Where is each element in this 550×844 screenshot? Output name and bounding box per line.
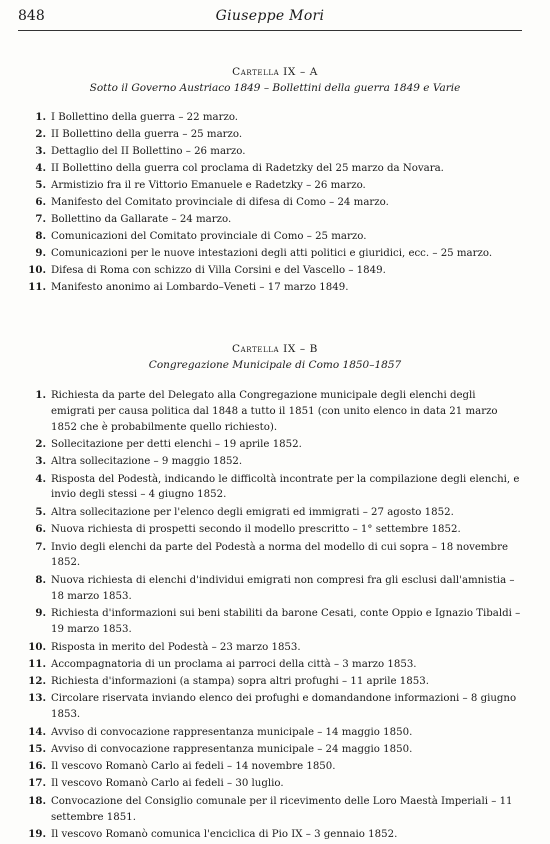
item-text: Il vescovo Romanò Carlo ai fedeli – 30 luglio. — [51, 778, 284, 790]
item-number: 11. — [28, 281, 46, 293]
item-text: I Bollettino della guerra – 22 marzo. — [51, 112, 239, 123]
item-text: Il vescovo Romanò Carlo ai fedeli – 14 novembre 1850. — [51, 761, 336, 773]
section-b-title: Cartella IX – B — [232, 343, 318, 355]
item-text: Dettaglio del II Bollettino – 26 marzo. — [51, 146, 246, 157]
page-number: 848 — [18, 8, 45, 24]
item-number: 18. — [28, 794, 46, 807]
list-item — [18, 194, 522, 211]
list-item — [18, 573, 522, 605]
item-number: 11. — [28, 657, 46, 670]
item-text: Avviso di convocazione rappresentanza municipale – 24 maggio 1850. — [51, 744, 413, 756]
list-item — [18, 454, 522, 470]
list-item — [18, 472, 522, 504]
list-item — [18, 674, 522, 690]
item-number: 15. — [28, 743, 46, 756]
item-number: 9. — [35, 607, 46, 620]
list-item — [18, 388, 522, 435]
item-number: 7. — [35, 213, 46, 225]
item-text: Altra sollecitazione per l'elenco degli emigrati ed immigrati – 27 agosto 1852. — [51, 507, 454, 519]
list-item — [18, 211, 522, 228]
item-text: Richiesta d'informazioni (a stampa) sopra altri profughi – 11 aprile 1853. — [51, 676, 429, 688]
list-item — [18, 126, 522, 143]
item-text: Risposta del Podestà, indicando le difficoltà incontrate per la compilazione degli elenchi, e invio degli stessi – 4 giugno 1852. — [51, 473, 520, 501]
list-item — [18, 776, 522, 792]
list-item — [18, 522, 522, 538]
item-number: 1. — [35, 111, 46, 123]
item-number: 4. — [35, 472, 46, 485]
list-item — [18, 742, 522, 758]
item-number: 3. — [35, 455, 46, 468]
running-head: Giuseppe Mori — [215, 8, 325, 24]
list-item — [18, 725, 522, 741]
item-number: 8. — [35, 573, 46, 586]
list-item — [18, 437, 522, 453]
item-text: Avviso di convocazione rappresentanza municipale – 14 maggio 1850. — [51, 726, 413, 738]
item-number: 1. — [35, 389, 46, 401]
item-number: 5. — [35, 506, 46, 519]
list-item — [18, 540, 522, 572]
item-number: 13. — [28, 692, 46, 705]
item-text: Manifesto anonimo ai Lombardo–Veneti – 17 marzo 1849. — [51, 282, 349, 293]
item-text: Comunicazioni del Comitato provinciale di Como – 25 marzo. — [51, 231, 367, 242]
list-item — [18, 657, 522, 673]
page-header — [18, 6, 522, 31]
item-text: Sollecitazione per detti elenchi – 19 aprile 1852. — [51, 439, 302, 451]
item-text: Manifesto del Comitato provinciale di difesa di Como – 24 marzo. — [51, 197, 389, 208]
item-text: Richiesta da parte del Delegato alla Congregazione municipale degli elenchi degli emigrati per causa politica dal 1848 a tutto il 1851 (con unito elenco in data 21 marzo 1852 che è probabilmente quello richiesto). — [51, 390, 498, 433]
item-text: Richiesta d'informazioni sui beni stabiliti da barone Cesati, conte Oppio e Ignazio Tibaldi – 19 marzo 1853. — [51, 608, 521, 636]
item-number: 6. — [35, 523, 46, 536]
list-item — [18, 245, 522, 262]
item-number: 14. — [28, 725, 46, 738]
item-text: Risposta in merito del Podestà – 23 marzo 1853. — [51, 641, 301, 653]
item-number: 6. — [35, 196, 46, 208]
list-item — [18, 827, 522, 843]
list-item — [18, 279, 522, 296]
list-item — [18, 109, 522, 126]
item-text: Accompagnatoria di un proclama ai parroci della città – 3 marzo 1853. — [51, 658, 417, 670]
item-number: 19. — [28, 828, 46, 841]
item-text: Nuova richiesta di prospetti secondo il modello prescritto – 1° settembre 1852. — [51, 524, 461, 536]
item-text: Circolare riservata inviando elenco dei profughi e domandandone informazioni – 8 giugno 1853. — [51, 693, 517, 721]
list-item — [18, 691, 522, 723]
section-b-subtitle: Congregazione Municipale di Como 1850–1857 — [148, 359, 402, 371]
item-number: 12. — [28, 675, 46, 688]
item-text: Nuova richiesta di elenchi d'individui emigrati non compresi fra gli esclusi dall'amnistia – 18 marzo 1853. — [51, 574, 515, 602]
item-number: 2. — [35, 438, 46, 451]
list-item — [18, 606, 522, 638]
item-number: 8. — [35, 230, 46, 242]
list-item — [18, 505, 522, 521]
list-item — [18, 143, 522, 160]
item-text: Convocazione del Consiglio comunale per il ricevimento delle Loro Maestà Imperiali – 11 settembre 1851. — [51, 795, 513, 823]
item-text: II Bollettino della guerra col proclama di Radetzky del 25 marzo da Novara. — [51, 163, 444, 174]
item-number: 3. — [35, 145, 46, 157]
item-number: 5. — [35, 179, 46, 191]
item-number: 7. — [35, 540, 46, 553]
list-item — [18, 640, 522, 656]
item-number: 4. — [35, 162, 46, 174]
item-text: Armistizio fra il re Vittorio Emanuele e Radetzky – 26 marzo. — [51, 180, 366, 191]
item-number: 2. — [35, 128, 46, 140]
item-number: 17. — [28, 777, 46, 790]
item-text: Invio degli elenchi da parte del Podestà a norma del modello di cui sopra – 18 novembre 1852. — [51, 541, 508, 569]
section-a-title: Cartella IX – A — [232, 66, 318, 78]
item-number: 10. — [28, 264, 46, 276]
item-text: Difesa di Roma con schizzo di Villa Corsini e del Vascello – 1849. — [51, 265, 386, 276]
section-a-subtitle: Sotto il Governo Austriaco 1849 – Bollettini della guerra 1849 e Varie — [89, 82, 461, 94]
item-number: 16. — [28, 760, 46, 773]
item-text: Altra sollecitazione – 9 maggio 1852. — [51, 456, 243, 468]
list-item — [18, 228, 522, 245]
item-text: Il vescovo Romanò comunica l'enciclica di Pio IX – 3 gennaio 1852. — [51, 829, 398, 841]
list-item — [18, 177, 522, 194]
section-a-list — [18, 109, 522, 296]
list-item — [18, 262, 522, 279]
list-item — [18, 160, 522, 177]
section-b-list — [18, 388, 522, 844]
item-number: 9. — [35, 247, 46, 259]
item-number: 10. — [28, 640, 46, 653]
item-text: Comunicazioni per le nuove intestazioni degli atti politici e giuridici, ecc. – 25 marzo. — [51, 248, 493, 259]
list-item — [18, 794, 522, 826]
item-text: II Bollettino della guerra – 25 marzo. — [51, 129, 243, 140]
list-item — [18, 759, 522, 775]
item-text: Bollettino da Gallarate – 24 marzo. — [51, 214, 232, 225]
